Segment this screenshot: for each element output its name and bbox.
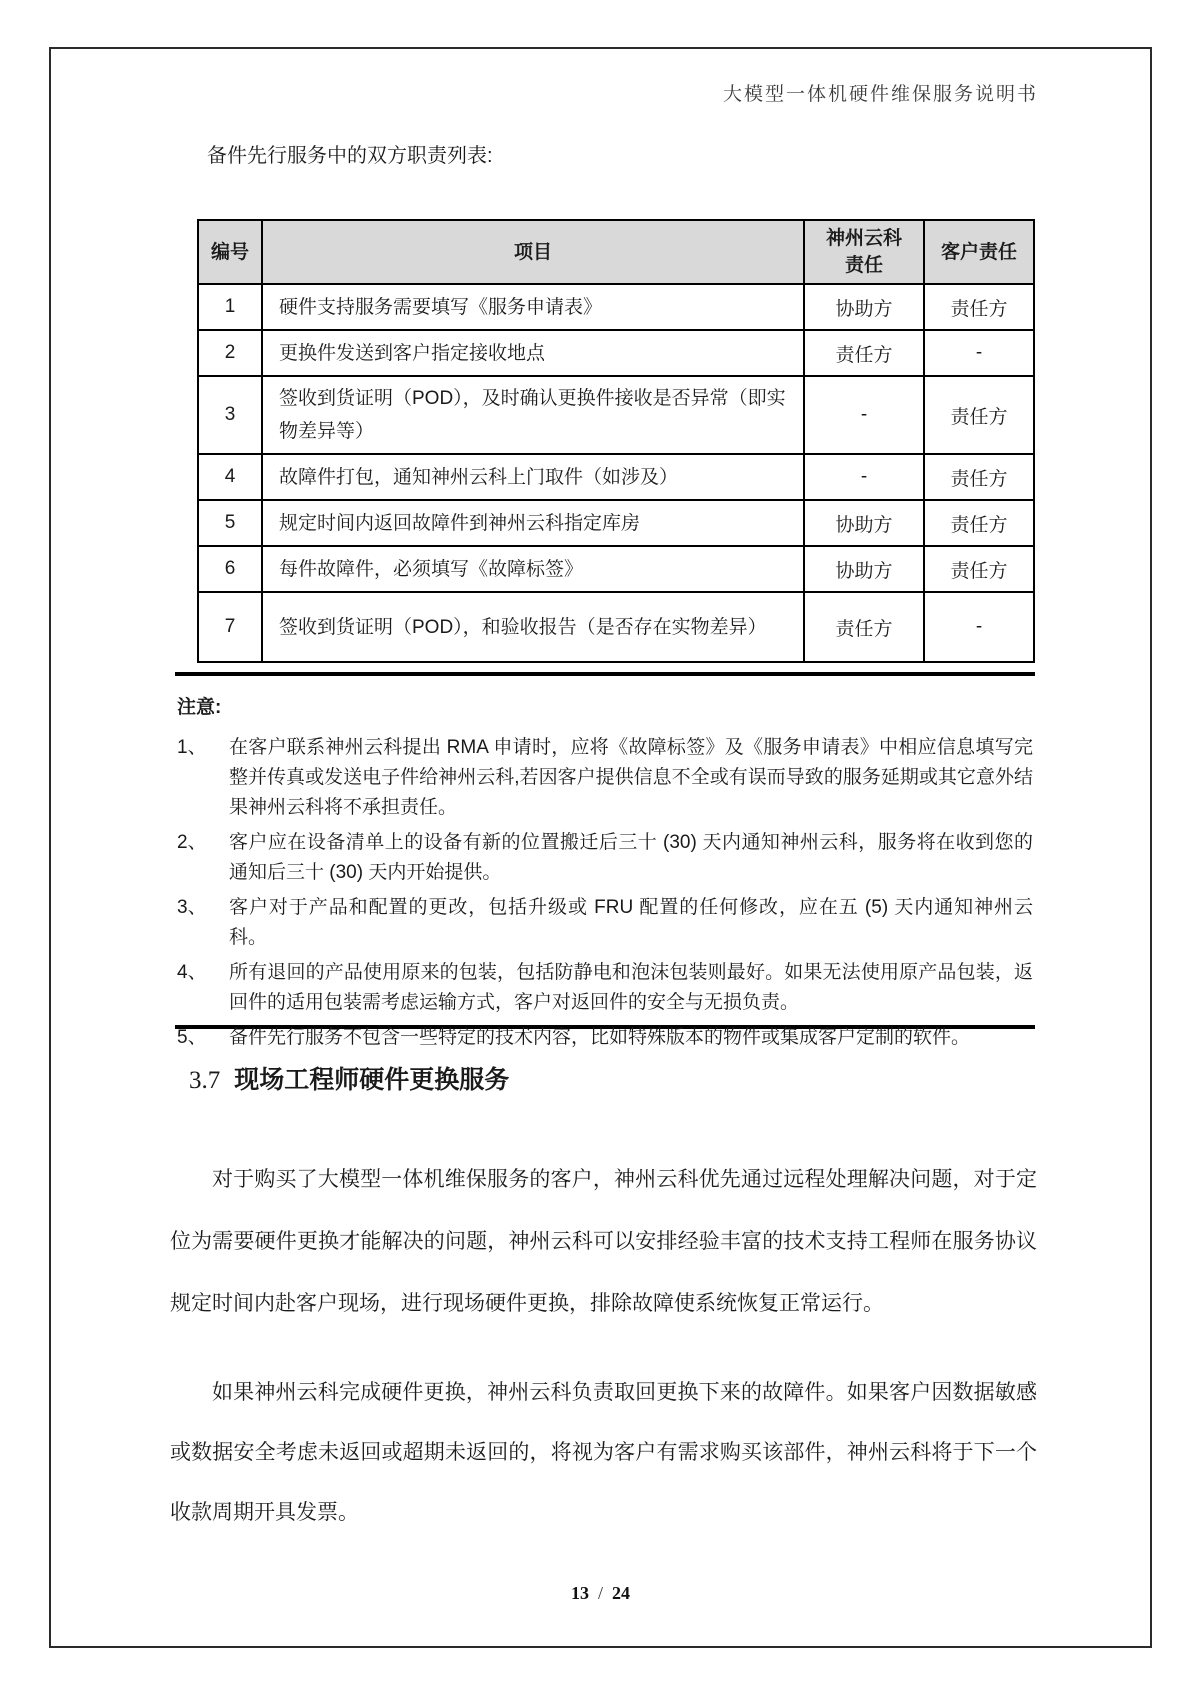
note-item <box>177 893 1033 953</box>
note-item <box>177 733 1033 823</box>
page-footer <box>51 1583 1150 1604</box>
table-row <box>198 376 1034 454</box>
table-row <box>198 284 1034 330</box>
table-header-row <box>198 220 1034 284</box>
table-row <box>198 546 1034 592</box>
page-number-total: 24 <box>612 1583 630 1603</box>
table-row <box>198 330 1034 376</box>
cell-customer-responsibility: - <box>924 592 1034 662</box>
cell-number: 4 <box>198 454 262 500</box>
page-number-current: 13 <box>570 1583 589 1603</box>
cell-customer-responsibility: 责任方 <box>924 376 1034 454</box>
note-marker: 5、 <box>177 1027 207 1048</box>
cell-dck-responsibility: 协助方 <box>804 546 924 592</box>
cell-number: 7 <box>198 592 262 662</box>
cell-number: 3 <box>198 376 262 454</box>
header-customer-label: 客户责任 <box>940 241 1017 263</box>
cell-customer-responsibility: - <box>924 330 1034 376</box>
header-item-label: 项目 <box>513 241 552 263</box>
cell-dck-responsibility: - <box>804 454 924 500</box>
intro-text: 备件先行服务中的双方职责列表: <box>207 145 493 167</box>
cell-item: 签收到货证明（POD），和验收报告（是否存在实物差异） <box>262 592 804 662</box>
note-text: 客户对于产品和配置的更改，包括升级或 FRU 配置的任何修改，应在五 (5) 天内通知神州云科。 <box>229 897 1033 948</box>
header-dck-label-line1: 神州云科 <box>825 228 902 249</box>
header-cell-item <box>262 220 804 284</box>
body-paragraph: 如果神州云科完成硬件更换，神州云科负责取回更换下来的故障件。如果客户因数据敏感或数据安全考虑未返回或超期未返回的，将视为客户有需求购买该部件，神州云科将于下一个收款周期开具发票。 <box>170 1381 1037 1524</box>
header-cell-customer-responsibility <box>924 220 1034 284</box>
cell-customer-responsibility: 责任方 <box>924 500 1034 546</box>
cell-item: 硬件支持服务需要填写《服务申请表》 <box>262 284 804 330</box>
note-marker: 4、 <box>177 962 207 983</box>
notes-section <box>175 672 1035 1048</box>
cell-number: 5 <box>198 500 262 546</box>
header-cell-dck-responsibility <box>804 220 924 284</box>
document-header-title: 大模型一体机硬件维保服务说明书 <box>722 84 1038 105</box>
body-paragraph: 对于购买了大模型一体机维保服务的客户，神州云科优先通过远程处理解决问题，对于定位为需要硬件更换才能解决的问题，神州云科可以安排经验丰富的技术支持工程师在服务协议规定时间内赴客户现场，进行现场硬件更换，排除故障使系统恢复正常运行。 <box>170 1168 1037 1315</box>
cell-item: 更换件发送到客户指定接收地点 <box>262 330 804 376</box>
cell-customer-responsibility: 责任方 <box>924 546 1034 592</box>
note-text: 所有退回的产品使用原来的包装，包括防静电和泡沫包装则最好。如果无法使用原产品包装，返回件的适用包装需考虑运输方式，客户对返回件的安全与无损负责。 <box>229 962 1033 1013</box>
responsibility-table <box>197 219 1035 663</box>
cell-customer-responsibility: 责任方 <box>924 284 1034 330</box>
cell-dck-responsibility: 责任方 <box>804 330 924 376</box>
page-number-separator: / <box>597 1583 603 1603</box>
note-item <box>177 1023 1033 1053</box>
header-cell-number <box>198 220 262 284</box>
section-title: 现场工程师硬件更换服务 <box>234 1066 510 1094</box>
table-row <box>198 454 1034 500</box>
section-heading <box>189 1065 509 1096</box>
cell-number: 6 <box>198 546 262 592</box>
cell-item: 签收到货证明（POD），及时确认更换件接收是否异常（即实物差异等） <box>262 376 804 454</box>
cell-item: 故障件打包，通知神州云科上门取件（如涉及） <box>262 454 804 500</box>
page-border <box>49 47 1152 1648</box>
cell-dck-responsibility: 责任方 <box>804 592 924 662</box>
cell-number: 1 <box>198 284 262 330</box>
table-row <box>198 592 1034 662</box>
header-dck-label-line2: 责任 <box>844 255 883 276</box>
cell-number: 2 <box>198 330 262 376</box>
cell-dck-responsibility: 协助方 <box>804 500 924 546</box>
table-row <box>198 500 1034 546</box>
cell-dck-responsibility: - <box>804 376 924 454</box>
note-text: 在客户联系神州云科提出 RMA 申请时，应将《故障标签》及《服务申请表》中相应信息填写完整并传真或发送电子件给神州云科,若因客户提供信息不全或有误而导致的服务延期或其它意外结果神州云科将不承担责任。 <box>229 737 1033 818</box>
note-marker: 3、 <box>177 897 207 918</box>
header-number-label: 编号 <box>210 241 249 263</box>
cell-dck-responsibility: 协助方 <box>804 284 924 330</box>
cell-item: 规定时间内返回故障件到神州云科指定库房 <box>262 500 804 546</box>
note-marker: 1、 <box>177 737 207 758</box>
note-marker: 2、 <box>177 832 207 853</box>
note-item <box>177 828 1033 888</box>
notes-label: 注意: <box>177 697 222 718</box>
note-text: 备件先行服务不包含一些特定的技术内容，比如特殊版本的物件或集成客户定制的软件。 <box>229 1027 971 1048</box>
note-text: 客户应在设备清单上的设备有新的位置搬迁后三十 (30) 天内通知神州云科，服务将在收到您的通知后三十 (30) 天内开始提供。 <box>229 832 1033 883</box>
section-number: 3.7 <box>189 1067 221 1094</box>
cell-item: 每件故障件，必须填写《故障标签》 <box>262 546 804 592</box>
cell-customer-responsibility: 责任方 <box>924 454 1034 500</box>
note-item <box>177 958 1033 1018</box>
